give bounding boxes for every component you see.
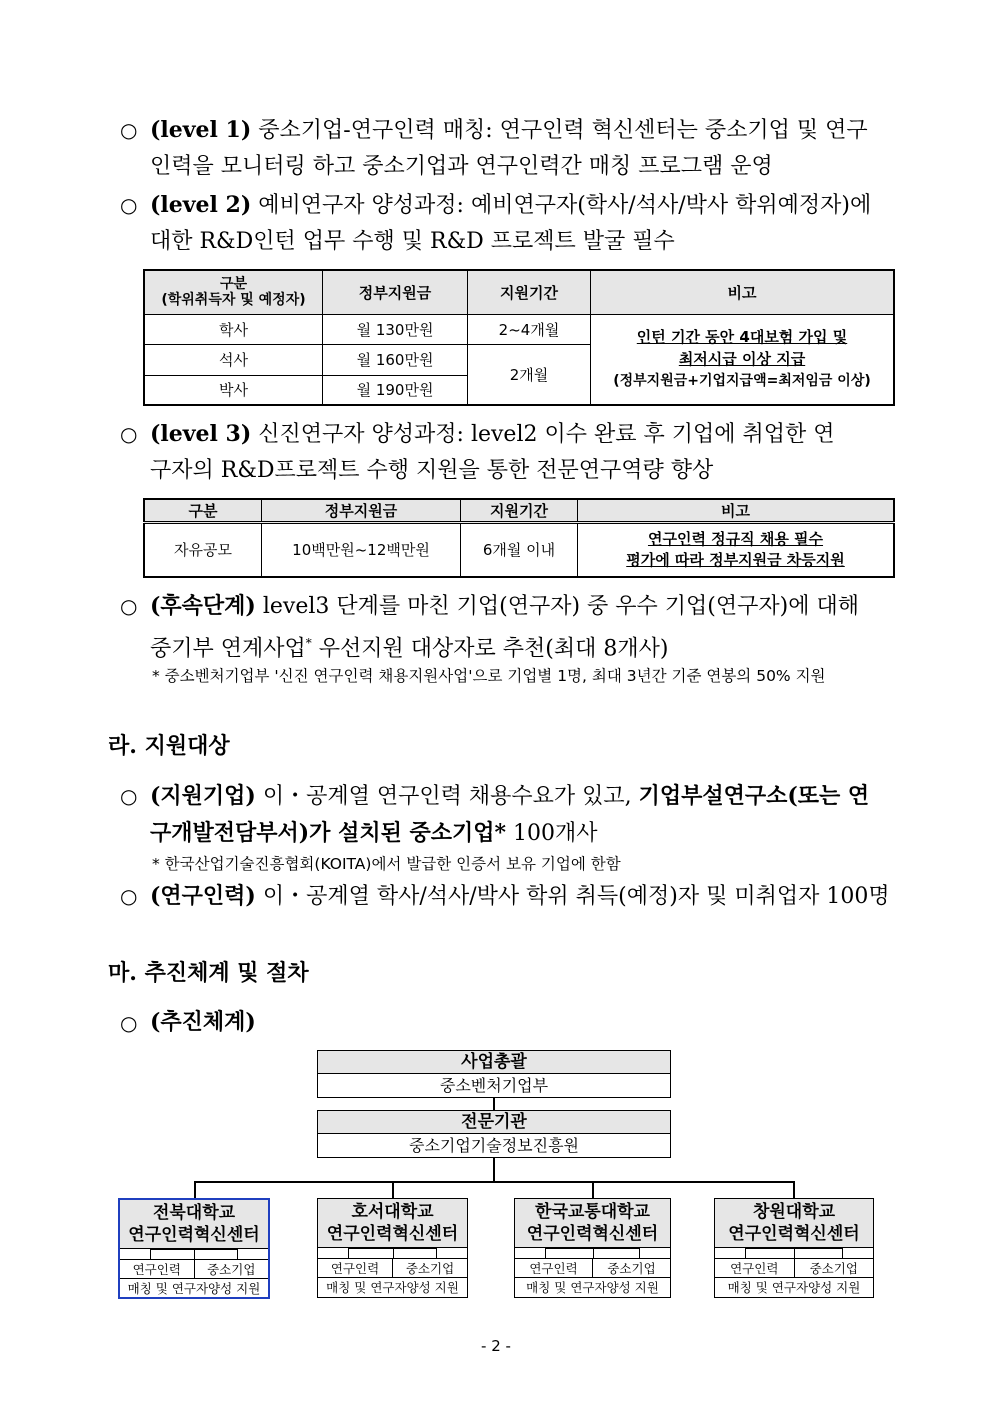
table2-header-period: 지원기간 [461,499,578,523]
level2-line1: 예비연구자 양성과정: 예비연구자(학사/석사/박사 학위예정자)에 [258,193,872,218]
company-label: (지원기업) [150,783,256,809]
level3-label: (level 3) [150,421,252,447]
level2-label: (level 2) [150,192,252,218]
center-box-changwon: 창원대학교 연구인력혁신센터 연구인력 중소기업 매칭 및 연구자양성 지원 [714,1198,874,1298]
level3-line2: 구자의 R&D프로젝트 수행 지원을 통한 전문연구역량 향상 [150,458,714,483]
connector-line [493,1098,495,1110]
table-cell: 박사 [144,375,323,405]
level1-line2: 인력을 모니터링 하고 중소기업과 연구인력간 매칭 프로그램 운영 [150,154,773,179]
table-cell: 월 190만원 [323,375,468,405]
table-cell: 6개월 이내 [461,523,578,577]
table2-header-amount: 정부지원금 [262,499,461,523]
level2-paragraph [150,187,900,260]
connector-line [392,1181,394,1198]
center-box-hoseo: 호서대학교 연구인력혁신센터 연구인력 중소기업 매칭 및 연구자양성 지원 [317,1198,468,1298]
level1-label: (level 1) [150,117,252,143]
business-management-box: 사업총괄 중소벤처기업부 [317,1050,671,1098]
level1-line1: 중소기업-연구인력 매칭: 연구인력 혁신센터는 중소기업 및 연구 [258,118,868,143]
followup-paragraph [150,588,900,667]
level3-line1: 신진연구자 양성과정: level2 이수 완료 후 기업에 취업한 연 [258,422,835,447]
footnote-marker: * [305,636,312,650]
connector-line [194,1181,196,1198]
followup-label: (후속단계) [150,593,256,619]
company-line2a: 구개발전담부서)가 설치된 중소기업* [150,820,507,846]
table-cell: 월 160만원 [323,344,468,375]
table1-header-period: 지원기간 [468,270,591,314]
company-footnote: * 한국산업기술진흥협회(KOITA)에서 발급한 인증서 보유 기업에 한함 [152,855,621,873]
bullet-icon: ○ [120,594,138,618]
bullet-icon: ○ [120,422,138,446]
followup-line2a: 중기부 연계사업 [150,636,306,662]
level2-line2: 대한 R&D인턴 업무 수행 및 R&D 프로젝트 발굴 필수 [150,229,675,254]
company-line1a: 이・공계열 연구인력 채용수요가 있고, [262,784,639,809]
table2-header-note: 비고 [578,499,895,523]
bullet-icon: ○ [120,884,138,908]
company-line2b: 100개사 [506,821,598,846]
connector-line [592,1181,594,1198]
table1-header-category: 구분 (학위취득자 및 예정자) [144,270,323,314]
table-cell: 학사 [144,314,323,344]
table-cell: 10백만원~12백만원 [262,523,461,577]
researcher-text: 이・공계열 학사/석사/박사 학위 취득(예정)자 및 미취업자 100명 [262,884,890,909]
connector-line [493,1158,495,1182]
section-ma-title: 마. 추진체계 및 절차 [108,960,309,986]
company-line1b: 기업부설연구소(또는 연 [638,783,870,809]
bullet-icon: ○ [120,784,138,808]
researcher-label: (연구인력) [150,883,256,909]
page-number: - 2 - [481,1337,511,1355]
level2-support-table [143,269,895,406]
bullet-icon: ○ [120,118,138,142]
table-cell: 석사 [144,344,323,375]
section-ra-title: 라. 지원대상 [108,733,230,759]
center-box-korea-transport: 한국교통대학교 연구인력혁신센터 연구인력 중소기업 매칭 및 연구자양성 지원 [514,1198,671,1298]
bullet-icon: ○ [120,193,138,217]
followup-line2b: 우선지원 대상자로 추천(최대 8개사) [311,636,669,662]
followup-footnote: * 중소벤처기업부 '신진 연구인력 채용지원사업'으로 기업별 1명, 최대 3년간 기준 연봉의 50% 지원 [152,667,826,685]
structure-label: (추진체계) [150,1009,256,1035]
table1-header-amount: 정부지원금 [323,270,468,314]
followup-line1: level3 단계를 마친 기업(연구자) 중 우수 기업(연구자)에 대해 [262,594,859,619]
table2-note-cell: 연구인력 정규직 채용 필수 평가에 따라 정부지원금 차등지원 [578,523,895,577]
table-cell: 월 130만원 [323,314,468,344]
connector-line [793,1181,795,1198]
bullet-icon: ○ [120,1011,138,1035]
center-box-jeonbuk: 전북대학교 연구인력혁신센터 연구인력 중소기업 매칭 및 연구자양성 지원 [118,1198,270,1299]
table2-header-category: 구분 [144,499,262,523]
table-cell: 2개월 [468,344,591,405]
table1-note-cell: 인턴 기간 동안 4대보험 가입 및 최저시급 이상 지급 (정부지원금+기업지급액=최저임금 이상) [591,314,895,405]
level3-paragraph [150,416,900,489]
table-cell: 자유공모 [144,523,262,577]
table1-header-note: 비고 [591,270,895,314]
level3-support-table [143,498,895,578]
company-paragraph [150,778,900,852]
connector-line [194,1181,794,1183]
table-cell: 2~4개월 [468,314,591,344]
specialized-agency-box: 전문기관 중소기업기술정보진흥원 [317,1110,671,1158]
level1-paragraph [150,112,900,185]
researcher-paragraph [150,878,910,915]
